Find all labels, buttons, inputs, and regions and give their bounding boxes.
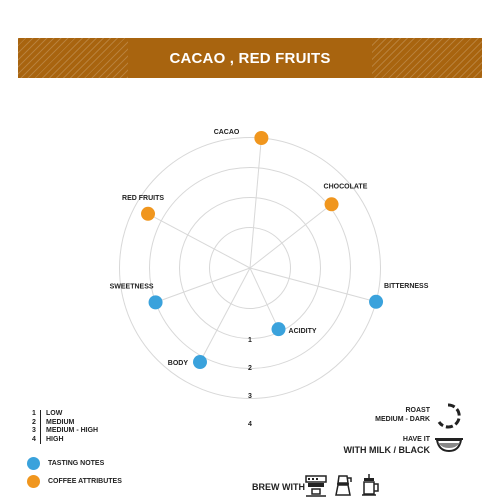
page-title: CACAO , RED FRUITS [169, 49, 331, 67]
radar-point [325, 197, 339, 211]
have-it-value: WITH MILK / BLACK [343, 445, 430, 455]
coffee-attributes-dot [27, 475, 40, 488]
radar-spoke [250, 268, 279, 329]
radar-point-label: BITTERNESS [384, 282, 429, 290]
radar-point [254, 131, 268, 145]
radar-point-label: SWEETNESS [109, 283, 154, 291]
radar-spoke [250, 268, 376, 302]
radar-spoke [250, 204, 332, 268]
radar-point [272, 322, 286, 336]
scale-num: 3 [32, 427, 36, 434]
radar-point [141, 207, 155, 221]
radar-point [149, 295, 163, 309]
scale-num: 2 [32, 418, 36, 426]
radar-point [193, 355, 207, 369]
legend-label: COFFEE ATTRIBUTES [48, 478, 122, 485]
radar-spoke [200, 268, 250, 362]
ring-label: 3 [248, 393, 252, 400]
scale-num: 1 [32, 410, 36, 417]
legend-tasting-notes [27, 457, 104, 470]
espresso-machine-icon [305, 475, 327, 497]
have-it-info [344, 434, 430, 456]
ring-label: 2 [248, 365, 252, 372]
scale-text: HIGH [46, 435, 64, 443]
have-it-label: HAVE IT [402, 436, 430, 443]
scale-text: LOW [46, 410, 63, 417]
tasting-notes-dot [27, 457, 40, 470]
brew-with-label: BREW WITH [252, 482, 305, 492]
radar-spoke [250, 138, 261, 268]
radar-point-label: ACIDITY [288, 328, 317, 336]
cup-icon [434, 436, 464, 454]
legend-label: TASTING NOTES [48, 460, 105, 467]
roast-gauge-icon [434, 402, 462, 430]
radar-point-label: CHOCOLATE [323, 183, 368, 191]
radar-spoke [148, 214, 250, 268]
scale-text: MEDIUM - HIGH [46, 427, 99, 434]
roast-label: ROAST [405, 407, 430, 414]
radar-spoke [156, 268, 250, 302]
ring-label: 4 [248, 421, 252, 428]
roast-value: MEDIUM - DARK [375, 416, 430, 423]
radar-point [369, 295, 383, 309]
scale-legend [32, 410, 98, 444]
roast-info [375, 406, 430, 424]
radar-point-label: CACAO [213, 128, 240, 136]
radar-point-label: BODY [167, 360, 189, 368]
scale-num: 4 [32, 435, 36, 443]
ring-label: 1 [248, 337, 252, 344]
radar-point-label: RED FRUITS [122, 194, 165, 202]
french-press-icon [360, 473, 380, 497]
legend-coffee-attributes [27, 475, 122, 488]
moka-pot-icon [334, 474, 352, 497]
scale-text: MEDIUM [46, 418, 75, 426]
